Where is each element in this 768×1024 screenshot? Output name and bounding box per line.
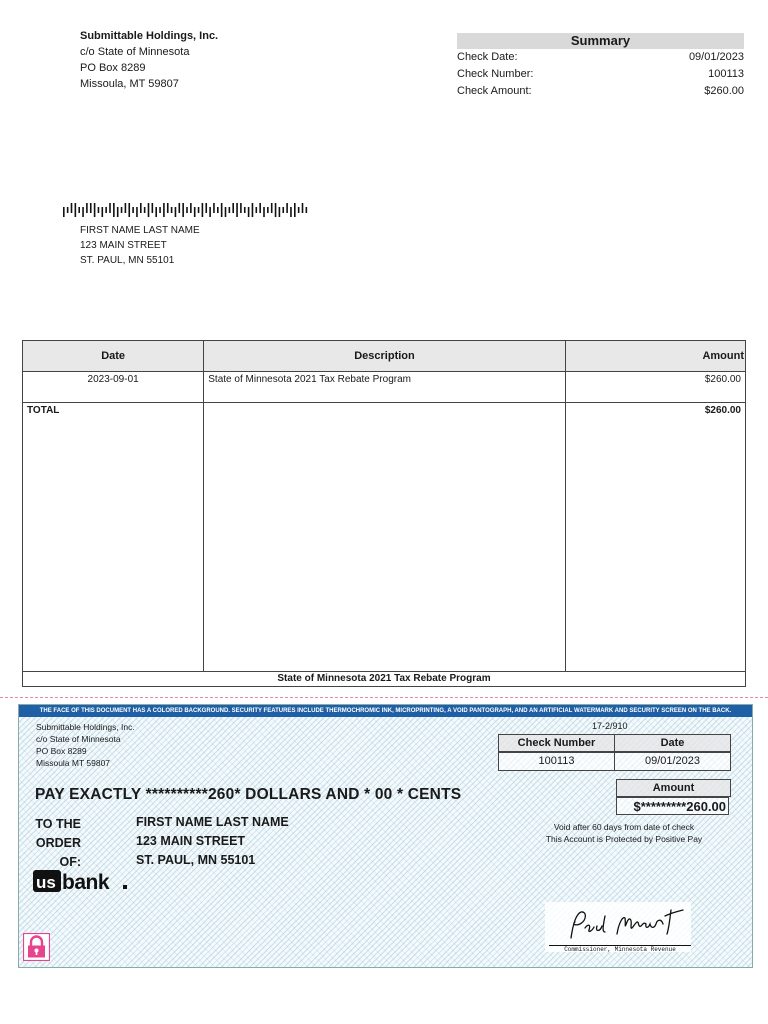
barcode-bar: [128, 203, 130, 217]
barcode-bar: [86, 203, 88, 213]
barcode-bar: [282, 207, 284, 213]
barcode-bar: [286, 203, 288, 213]
table-row: [23, 372, 746, 403]
barcode-bar: [159, 207, 161, 213]
security-banner: THE FACE OF THIS DOCUMENT HAS A COLORED BACKGROUND. SECURITY FEATURES INCLUDE THERMOCHROMIC INK, MICROPRINTING, A VOID PANTOGRAPH, AND AN ARTIFICIAL WATERMARK AND SECURITY SCREEN ON THE BACK.: [19, 705, 752, 717]
sender-line: Missoula, MT 59807: [80, 78, 179, 90]
svg-text:bank: bank: [62, 871, 110, 894]
usbank-logo: [33, 868, 129, 894]
barcode-bar: [298, 207, 300, 213]
check-amount-value: $*********260.00: [616, 797, 729, 815]
table-footer-row: [23, 672, 746, 687]
barcode-bar: [78, 207, 80, 213]
barcode-bar: [155, 207, 157, 217]
barcode-bar: [152, 203, 154, 213]
summary-box: [457, 33, 744, 100]
total-spacer: [204, 403, 565, 672]
barcode-bar: [259, 203, 261, 213]
lock-icon: [23, 933, 50, 961]
barcode-bar: [82, 207, 84, 217]
postal-barcode: [63, 203, 310, 217]
sender-line: PO Box 8289: [80, 62, 146, 74]
check-amount-label: Amount: [616, 779, 731, 797]
barcode-bar: [229, 207, 231, 213]
row-date: 2023-09-01: [23, 372, 204, 403]
recipient-line: FIRST NAME LAST NAME: [80, 225, 200, 236]
total-row: [23, 403, 746, 672]
barcode-bar: [279, 207, 281, 217]
positive-pay-text: This Account is Protected by Positive Pay: [545, 834, 703, 844]
summary-label: Check Amount:: [457, 85, 532, 97]
summary-value: $260.00: [704, 85, 744, 97]
barcode-bar: [94, 203, 96, 217]
svg-text:us: us: [36, 873, 56, 892]
barcode-bar: [109, 203, 111, 213]
barcode-bar: [167, 203, 169, 213]
sender-name: Submittable Holdings, Inc.: [80, 30, 219, 42]
to-the-order-of-line: TO THE: [35, 817, 81, 831]
barcode-bar: [244, 207, 246, 213]
check-number-label: Check Number: [498, 734, 615, 752]
column-header-amount: Amount: [565, 341, 745, 372]
row-amount: $260.00: [565, 372, 745, 403]
summary-label: Check Date:: [457, 51, 518, 63]
to-the-order-of-line: OF:: [59, 855, 81, 869]
signature-caption: Commissioner, Minnesota Revenue: [564, 946, 676, 953]
perforation-line: [0, 697, 768, 698]
barcode-bar: [271, 203, 273, 213]
recipient-line: ST. PAUL, MN 55101: [80, 255, 175, 266]
void-notice: [499, 821, 749, 845]
barcode-bar: [75, 203, 77, 217]
barcode-bar: [294, 203, 296, 217]
row-description: State of Minnesota 2021 Tax Rebate Program: [204, 372, 565, 403]
summary-label: Check Number:: [457, 68, 534, 80]
table-header-row: [23, 341, 746, 372]
barcode-bar: [171, 207, 173, 213]
barcode-bar: [306, 207, 308, 213]
sender-address: [80, 28, 218, 92]
to-the-order-of-line: ORDER: [35, 836, 81, 850]
total-label: TOTAL: [23, 403, 204, 672]
void-after-text: Void after 60 days from date of check: [553, 822, 695, 832]
barcode-bar: [236, 203, 238, 217]
barcode-bar: [121, 207, 123, 213]
barcode-bar: [102, 207, 104, 217]
payee-line: ST. PAUL, MN 55101: [136, 853, 256, 867]
barcode-bar: [275, 203, 277, 217]
barcode-bar: [252, 203, 254, 217]
recipient-line: 123 MAIN STREET: [80, 240, 167, 251]
check-sender-line: Submittable Holdings, Inc.: [36, 722, 135, 732]
barcode-bar: [217, 207, 219, 213]
check-sender-line: c/o State of Minnesota: [36, 734, 121, 744]
check-number-value: 100113: [498, 752, 615, 771]
barcode-bar: [67, 207, 69, 213]
routing-fraction: 17-2/910: [592, 721, 628, 731]
barcode-bar: [221, 203, 223, 217]
barcode-bar: [248, 207, 250, 217]
check-date-value: 09/01/2023: [614, 752, 731, 771]
barcode-bar: [263, 207, 265, 217]
barcode-bar: [290, 207, 292, 217]
barcode-bar: [144, 207, 146, 213]
barcode-bar: [105, 207, 107, 213]
barcode-bar: [194, 207, 196, 217]
payee-line: 123 MAIN STREET: [136, 834, 246, 848]
check-date-label: Date: [614, 734, 731, 752]
recipient-address: [80, 223, 200, 268]
barcode-bar: [71, 203, 73, 213]
summary-value: 09/01/2023: [688, 51, 744, 63]
payee-line: FIRST NAME LAST NAME: [136, 815, 289, 829]
handwritten-signature: [545, 902, 691, 946]
column-header-description: Description: [204, 341, 565, 372]
barcode-bar: [302, 203, 304, 213]
barcode-bar: [225, 207, 227, 217]
summary-row: [457, 83, 744, 100]
barcode-bar: [140, 203, 142, 213]
barcode-bar: [267, 207, 269, 213]
barcode-bar: [175, 207, 177, 217]
summary-title: Summary: [457, 33, 744, 49]
barcode-bar: [240, 203, 242, 213]
summary-row: [457, 66, 744, 83]
barcode-bar: [205, 203, 207, 213]
summary-row: [457, 49, 744, 66]
column-header-date: Date: [23, 341, 204, 372]
barcode-bar: [186, 207, 188, 213]
barcode-bar: [209, 207, 211, 217]
barcode-bar: [90, 203, 92, 213]
payee-address: [136, 813, 289, 870]
barcode-bar: [182, 203, 184, 217]
barcode-bar: [232, 203, 234, 213]
table-footer: State of Minnesota 2021 Tax Rebate Program: [23, 672, 746, 687]
sender-line: c/o State of Minnesota: [80, 46, 190, 58]
barcode-bar: [148, 203, 150, 217]
total-amount: $260.00: [565, 403, 745, 672]
barcode-bar: [63, 207, 65, 217]
barcode-bar: [163, 203, 165, 217]
barcode-bar: [125, 203, 127, 213]
check-sender-line: PO Box 8289: [36, 746, 87, 756]
check-sender-line: Missoula MT 59807: [36, 758, 111, 768]
barcode-bar: [117, 207, 119, 217]
barcode-bar: [179, 203, 181, 213]
barcode-bar: [190, 203, 192, 213]
barcode-bar: [256, 207, 258, 213]
statement-table: [22, 340, 746, 687]
check-sender-address: [36, 721, 135, 769]
summary-value: 100113: [708, 68, 744, 80]
to-the-order-of: [35, 815, 81, 872]
barcode-bar: [202, 203, 204, 217]
barcode-bar: [113, 203, 115, 217]
check: [18, 704, 753, 968]
barcode-bar: [213, 203, 215, 213]
barcode-bar: [132, 207, 134, 213]
pay-exactly-line: PAY EXACTLY **********260* DOLLARS AND * 00 * CENTS: [35, 786, 462, 803]
barcode-bar: [136, 207, 138, 217]
barcode-bar: [198, 207, 200, 213]
barcode-bar: [98, 207, 100, 213]
